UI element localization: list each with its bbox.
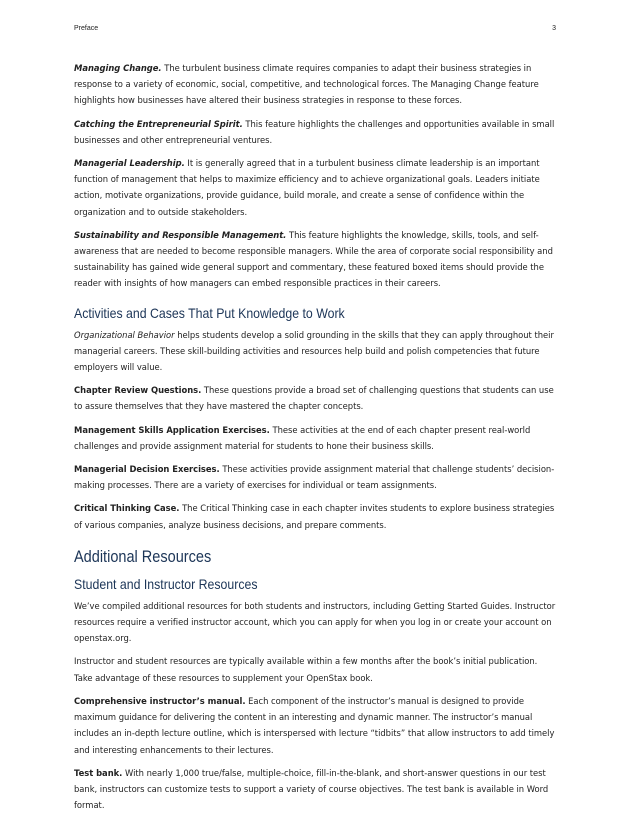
feature-paragraph-leadership	[74, 155, 558, 220]
activity-text: These questions provide a broad set of challenging questions that students can use to assure themselves that they have mastered the chapter concepts.	[74, 385, 554, 412]
activity-paragraph-skills-exercises	[74, 422, 558, 454]
activity-paragraph-decision-exercises	[74, 461, 558, 493]
feature-title: Managing Change.	[74, 63, 162, 73]
resources-paragraph: Instructor and student resources are typically available within a few months after the book’s initial publication. Take advantage of these resources to supplement your OpenStax book.	[74, 656, 538, 683]
feature-paragraph-sustainability	[74, 227, 558, 292]
subsection-heading-student-instructor: Student and Instructor Resources	[74, 575, 258, 592]
activity-paragraph-critical-thinking	[74, 500, 558, 532]
feature-text: The turbulent business climate requires companies to adapt their business strategies in response to a variety of economic, social, competitive, and technological forces. The Managing Change feature highlights how businesses have altered their business strategies in response to these forces.	[74, 63, 539, 106]
feature-title: Managerial Leadership.	[74, 158, 185, 169]
resource-text: Each component of the instructor’s manual is designed to provide maximum guidance for delivering the content in an interesting and dynamic manner. The instructor’s manual includes an in-depth lecture outline, which is interspersed with lecture “tidbits” that allow instructors to add timely and interesting enhancements to their lectures.	[74, 695, 555, 755]
feature-text: This feature highlights the knowledge, skills, tools, and self-awareness that are needed to become responsible managers. While the area of corporate social responsibility and sustainability has gained wide general support and commentary, these featured boxed items should provide the reader with insights of how managers can embed responsible practices in their careers.	[74, 229, 553, 289]
resource-title: Test bank.	[74, 767, 123, 778]
section-heading-additional-resources: Additional Resources	[74, 547, 212, 566]
activity-text: These activities provide assignment material that challenge students’ decision-making processes. There are a variety of exercises for individual or team assignments.	[74, 464, 555, 491]
page-number: 3	[552, 25, 556, 32]
activity-text: These activities at the end of each chapter present real-world challenges and provide assignment material for students to hone their business skills.	[74, 424, 531, 451]
activity-title: Managerial Decision Exercises.	[74, 464, 220, 475]
activity-title: Chapter Review Questions.	[74, 385, 202, 396]
activity-title: Management Skills Application Exercises.	[74, 424, 270, 435]
activity-title: Critical Thinking Case.	[74, 503, 180, 514]
resources-paragraph: We’ve compiled additional resources for both students and instructors, including Getting Started Guides. Instructor resources require a verified instructor account, which you can apply for when you log in or create your account on openstax.org.	[74, 600, 556, 644]
activity-paragraph-review-questions	[74, 382, 558, 414]
intro-text: helps students develop a solid grounding in the skills that they can apply throughout their managerial careers. These skill-building activities and resources help build and polish competencies that future employers will value.	[74, 329, 554, 373]
feature-title: Catching the Entrepreneurial Spirit.	[74, 118, 243, 129]
section-heading-activities: Activities and Cases That Put Knowledge to Work	[74, 304, 345, 321]
resource-title: Comprehensive instructor’s manual.	[74, 695, 246, 706]
feature-text: This feature highlights the challenges and opportunities available in small businesses and other entrepreneurial ventures.	[74, 118, 555, 145]
feature-title: Sustainability and Responsible Management.	[74, 229, 287, 240]
activities-intro	[74, 327, 558, 376]
book-title: Organizational Behavior	[74, 329, 175, 340]
feature-paragraph-managing-change	[74, 60, 558, 109]
resource-paragraph-test-bank	[74, 765, 558, 814]
feature-paragraph-entrepreneurial	[74, 116, 558, 148]
resource-text: With nearly 1,000 true/false, multiple-choice, fill-in-the-blank, and short-answer questions in our test bank, instructors can customize tests to support a variety of course objectives. The test bank is available in Word format.	[74, 767, 549, 811]
page-body	[74, 60, 558, 820]
activity-text: The Critical Thinking case in each chapter invites students to explore business strategies of various companies, analyze business decisions, and prepare comments.	[74, 503, 555, 530]
resource-paragraph-instructor-manual	[74, 693, 558, 758]
running-header-section: Preface	[74, 25, 99, 32]
feature-text: It is generally agreed that in a turbulent business climate leadership is an important function of management that helps to maximize efficiency and to achieve organizational goals. Leaders initiate action, motivate organizations, provide guidance, build morale, and create a sense of confidence within the organization and to outside stakeholders.	[74, 158, 540, 217]
